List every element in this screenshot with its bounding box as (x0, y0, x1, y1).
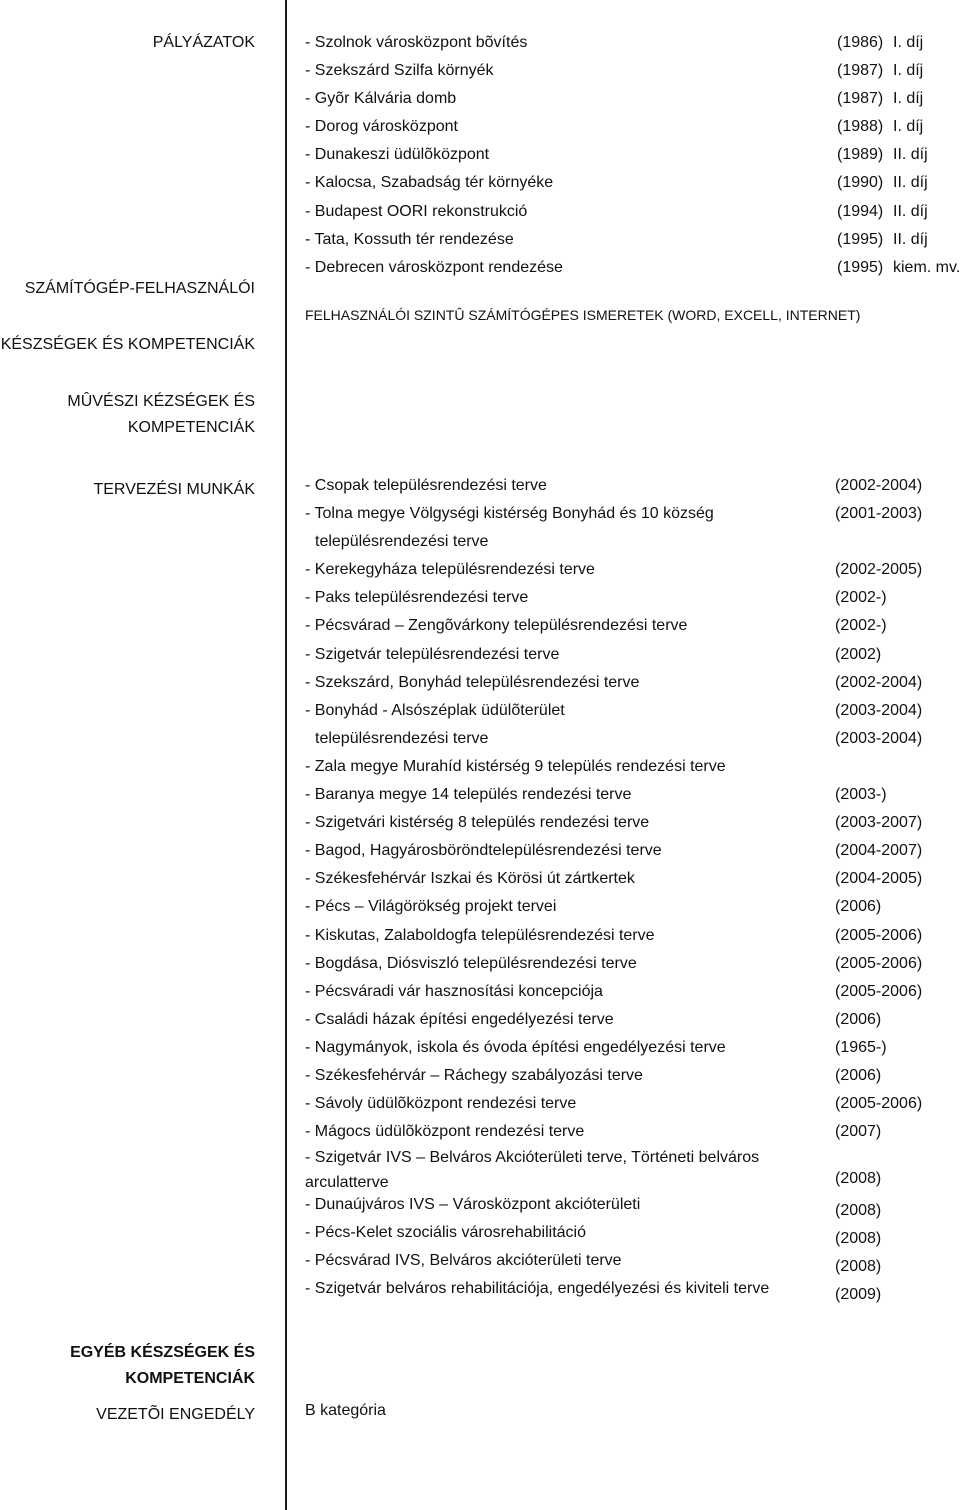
planning-title: - Baranya megye 14 település rendezési terve (305, 786, 632, 804)
competition-year: (1990) (837, 174, 884, 192)
planning-date: (2005-2006) (835, 1095, 923, 1113)
planning-title: - Szekszárd, Bonyhád településrendezési terve (305, 673, 640, 691)
planning-date: (2006) (835, 1066, 882, 1084)
planning-title: - Csopak településrendezési terve (305, 477, 547, 494)
planning-row (305, 612, 935, 640)
planning-row (305, 781, 935, 809)
competition-row (305, 57, 935, 85)
planning-row (305, 809, 935, 837)
planning-date: (2005-2006) (835, 926, 923, 944)
planning-title: - Családi házak építési engedélyezési terve (305, 1010, 614, 1028)
planning-date: (2007) (835, 1123, 882, 1141)
competition-row (305, 141, 935, 169)
planning-date: (1965-) (835, 1038, 887, 1056)
planning-row (305, 500, 935, 528)
planning-date: (2003-) (835, 786, 887, 804)
planning-title: - Kerekegyháza településrendezési terve (305, 561, 595, 579)
planning-row (305, 472, 935, 500)
license-value: B kategória (305, 1402, 386, 1419)
competition-row (305, 226, 935, 254)
planning-date: (2002) (835, 645, 882, 663)
competition-year: (1987) (837, 90, 884, 108)
competition-year: (1988) (837, 118, 884, 136)
competition-award: kiem. mv. (893, 258, 960, 276)
planning-date: (2002-2004) (835, 477, 923, 494)
planning-title: - Zala megye Murahíd kistérség 9 település rendezési terve (305, 757, 726, 775)
planning-title: - Tolna megye Völgységi kistérség Bonyhád és 10 község (305, 505, 714, 523)
competition-year: (1987) (837, 62, 884, 80)
section-label-artistic-line1: MÛVÉSZI KÉZSÉGEK ÉS (67, 393, 255, 410)
competition-title: - Debrecen városközpont rendezése (305, 258, 563, 276)
planning-date: (2006) (835, 898, 882, 916)
computer-skills-value: FELHASZNÁLÓI SZINTÛ SZÁMÍTÓGÉPES ISMERETEK (WORD, EXCELL, INTERNET) (305, 307, 861, 323)
competition-row (305, 29, 935, 57)
planning-title: - Szigetvár településrendezési terve (305, 645, 560, 663)
planning-row (305, 978, 935, 1006)
planning-title: - Székesfehérvár – Ráchegy szabályozási terve (305, 1066, 643, 1084)
planning-title: - Bonyhád - Alsószéplak üdülõterület (305, 701, 565, 719)
planning-row (305, 669, 935, 697)
section-label-artistic-line2: KOMPETENCIÁK (127, 419, 255, 436)
competition-title: - Dunakeszi üdülõközpont (305, 146, 490, 164)
planning-title: - Pécs – Világörökség projekt tervei (305, 898, 557, 916)
planning-row (305, 556, 935, 584)
competition-title: - Dorog városközpont (305, 118, 458, 136)
planning-row (305, 950, 935, 978)
planning-title: - Bogdása, Diósviszló településrendezési terve (305, 954, 637, 972)
planning-date: (2009) (835, 1286, 882, 1303)
section-label-other-line1: EGYÉB KÉSZSÉGEK ÉS (70, 1344, 255, 1361)
planning-row (305, 922, 935, 950)
competition-title: - Szolnok városközpont bõvítés (305, 34, 528, 51)
competition-award: II. díj (893, 202, 928, 220)
planning-title: - Sávoly üdülõközpont rendezési terve (305, 1095, 577, 1113)
planning-row (305, 1118, 935, 1146)
planning-date: (2008) (835, 1202, 882, 1219)
planning-row (305, 865, 935, 893)
planning-date: (2003-2004) (835, 729, 923, 747)
planning-title: településrendezési terve (315, 729, 489, 747)
competition-title: - Kalocsa, Szabadság tér környéke (305, 174, 554, 192)
planning-title: - Székesfehérvár Iszkai és Körösi út zártkertek (305, 870, 635, 888)
planning-title: - Pécsvárad – Zengõvárkony településrendezési terve (305, 617, 688, 635)
planning-date: (2003-2004) (835, 701, 923, 719)
planning-row (305, 1249, 935, 1277)
planning-title: - Szigetvári kistérség 8 település rendezési terve (305, 814, 650, 832)
competition-title: - Gyõr Kálvária domb (305, 90, 457, 108)
planning-row (305, 641, 935, 669)
competition-title: - Szekszárd Szilfa környék (305, 62, 494, 80)
planning-date: (2001-2003) (835, 505, 923, 523)
planning-title: - Paks településrendezési terve (305, 589, 529, 607)
competition-year: (1989) (837, 146, 884, 164)
planning-title: - Pécsvárad IVS, Belváros akcióterületi terve (305, 1252, 622, 1269)
planning-title: településrendezési terve (315, 533, 489, 551)
competition-row (305, 169, 935, 197)
planning-date: (2003-2007) (835, 814, 923, 832)
planning-row (305, 1221, 935, 1249)
competition-award: II. díj (893, 174, 928, 192)
planning-row (305, 725, 935, 753)
planning-list (305, 472, 935, 1146)
planning-row (305, 584, 935, 612)
planning-title: - Szigetvár IVS – Belváros Akcióterületi terve, Történeti belváros arculatterve (305, 1149, 760, 1191)
planning-row (305, 697, 935, 725)
planning-date: (2006) (835, 1010, 882, 1028)
planning-title: - Mágocs üdülõközpont rendezési terve (305, 1123, 585, 1141)
section-label-planning: TERVEZÉSI MUNKÁK (93, 481, 255, 498)
competition-award: I. díj (893, 118, 924, 136)
planning-date: (2002-) (835, 589, 887, 607)
column-divider (285, 0, 287, 1510)
planning-date: (2005-2006) (835, 954, 923, 972)
planning-row (305, 1193, 935, 1221)
planning-row (305, 1062, 935, 1090)
planning-title: - Nagymányok, iskola és óvoda építési engedélyezési terve (305, 1038, 726, 1056)
planning-title: - Szigetvár belváros rehabilitációja, engedélyezési és kiviteli terve (305, 1280, 770, 1297)
planning-row (305, 1145, 935, 1193)
competition-award: I. díj (893, 90, 924, 108)
competition-award: I. díj (893, 34, 924, 51)
competition-row (305, 85, 935, 113)
section-label-license: VEZETÕI ENGEDÉLY (96, 1406, 255, 1423)
planning-row (305, 1277, 935, 1305)
planning-date: (2002-2004) (835, 673, 923, 691)
planning-date: (2008) (835, 1170, 882, 1187)
planning-date: (2008) (835, 1230, 882, 1247)
section-label-other-line2: KOMPETENCIÁK (125, 1370, 255, 1387)
competition-row (305, 113, 935, 141)
planning-title: - Kiskutas, Zalaboldogfa településrendezési terve (305, 926, 655, 944)
planning-title: - Pécsváradi vár hasznosítási koncepciója (305, 982, 603, 1000)
planning-row (305, 893, 935, 921)
competition-year: (1986) (837, 34, 884, 51)
section-label-competitions: PÁLYÁZATOK (152, 34, 255, 51)
planning-title: - Dunaújváros IVS – Városközpont akcióterületi (305, 1196, 641, 1213)
planning-row (305, 1034, 935, 1062)
planning-date: (2008) (835, 1258, 882, 1275)
competition-row (305, 198, 935, 226)
competition-year: (1995) (837, 230, 884, 248)
section-label-computer-line2: KÉSZSÉGEK ÉS KOMPETENCIÁK (0, 336, 255, 353)
planning-date: (2002-2005) (835, 561, 923, 579)
competition-year: (1994) (837, 202, 884, 220)
planning-title: - Bagod, Hagyárosböröndtelepülésrendezési terve (305, 842, 662, 860)
competition-award: I. díj (893, 62, 924, 80)
planning-date: (2004-2005) (835, 870, 923, 888)
competition-title: - Budapest OORI rekonstrukció (305, 202, 528, 220)
planning-list-continued (305, 1145, 935, 1305)
section-label-computer-line1: SZÁMÍTÓGÉP-FELHASZNÁLÓI (24, 280, 255, 297)
competition-year: (1995) (837, 258, 884, 276)
competition-row (305, 254, 960, 282)
planning-date: (2004-2007) (835, 842, 923, 860)
planning-row (305, 837, 935, 865)
competitions-list (305, 29, 960, 282)
planning-date: (2005-2006) (835, 982, 923, 1000)
planning-row (305, 528, 935, 556)
planning-row (305, 1090, 935, 1118)
planning-date: (2002-) (835, 617, 887, 635)
competition-award: II. díj (893, 230, 928, 248)
competition-award: II. díj (893, 146, 928, 164)
competition-title: - Tata, Kossuth tér rendezése (305, 230, 514, 248)
planning-row (305, 753, 935, 781)
planning-title: - Pécs-Kelet szociális városrehabilitáció (305, 1224, 586, 1241)
planning-row (305, 1006, 935, 1034)
